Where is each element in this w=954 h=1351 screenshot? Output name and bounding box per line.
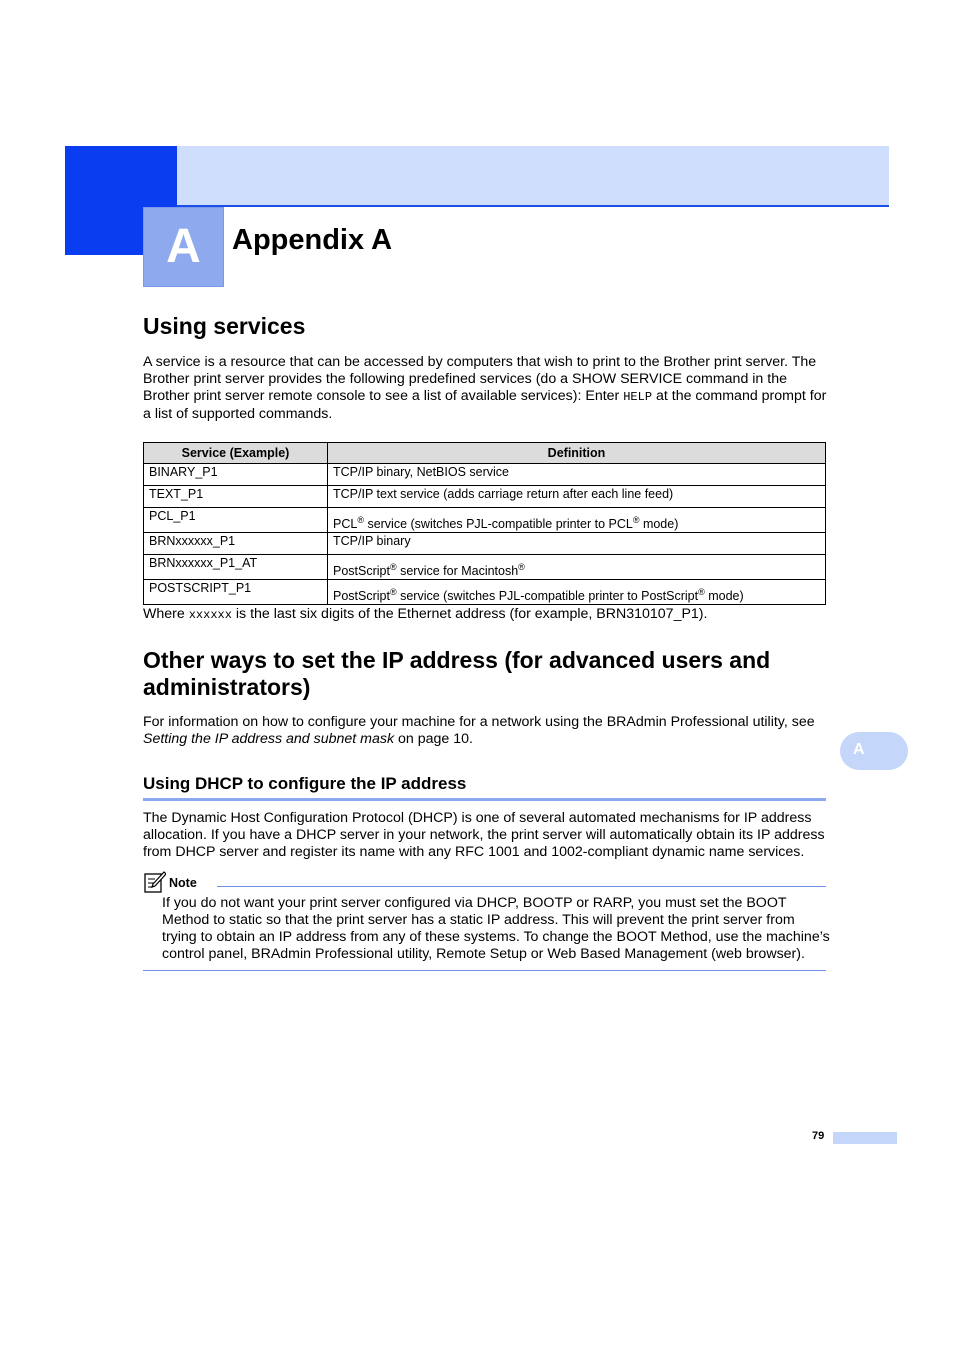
definition-cell xyxy=(328,580,826,605)
where-text-start: Where xyxy=(143,606,189,622)
table-row xyxy=(144,580,826,605)
definition-part: PostScript xyxy=(333,589,390,603)
cross-reference-link[interactable]: Setting the IP address and subnet mask xyxy=(143,731,395,747)
table-header-row xyxy=(144,443,826,464)
table-header-definition: Definition xyxy=(328,443,826,464)
chapter-header-rule xyxy=(177,205,889,207)
registered-mark: ® xyxy=(518,561,525,572)
help-command-code: HELP xyxy=(623,390,653,404)
dhcp-paragraph: The Dynamic Host Configuration Protocol (DHCP) is one of several automated mechanisms for IP address allocation. If you have a DHCP server in your network, the print server will automatically obtain its IP address from DHCP server and register its name with any RFC 1001 and 1002-compliant dynamic name services. xyxy=(143,810,825,860)
definition-part: mode) xyxy=(704,589,744,603)
service-cell: PCL_P1 xyxy=(144,508,328,533)
section-intro-paragraph xyxy=(143,354,833,423)
intro-text-start: A service is a resource that can be accessed by computers that wish to print to the Brother print server. The Brother print server provides the following predefined services (do a SHOW SERVICE command in the Brother print server remote console to see a list of available services): Enter xyxy=(143,354,817,404)
definition-part: service (switches PJL-compatible printer to PostScript xyxy=(396,589,699,603)
service-cell: BRNxxxxxx_P1 xyxy=(144,533,328,555)
table-row xyxy=(144,486,826,508)
note-label: Note xyxy=(169,876,197,890)
note-text: If you do not want your print server configured via DHCP, BOOTP or RARP, you must set the BOOT Method to static so that the print server has a static IP address. This will prevent the print server from trying to obtain an IP address from any of these systems. To change the BOOT Method, use the machine’s control panel, BRAdmin Professional utility, Remote Setup or Web Based Management (web browser). xyxy=(162,895,830,962)
definition-part: mode) xyxy=(639,517,679,531)
registered-mark: ® xyxy=(698,586,705,597)
page-number: 79 xyxy=(812,1130,825,1142)
section-heading-using-services: Using services xyxy=(143,313,306,339)
definition-part: PostScript xyxy=(333,564,390,578)
table-header-service: Service (Example) xyxy=(144,443,328,464)
registered-mark: ® xyxy=(632,514,640,525)
service-cell: POSTSCRIPT_P1 xyxy=(144,580,328,605)
section2-paragraph xyxy=(143,714,833,748)
definition-cell: TCP/IP binary xyxy=(328,533,826,555)
registered-mark: ® xyxy=(389,586,397,597)
intro-text-end: at the command prompt for a list of supported commands. xyxy=(143,388,827,422)
heading-line: Other ways to set the IP address (for advanced users and xyxy=(143,647,771,673)
section2-text-start: For information on how to configure your machine for a network using the BRAdmin Professional utility, see xyxy=(143,714,815,730)
chapter-title: Appendix A xyxy=(232,224,393,256)
where-text-end: is the last six digits of the Ethernet address (for example, BRN310107_P1). xyxy=(231,606,708,622)
page-number-bar xyxy=(833,1132,897,1144)
where-note-paragraph xyxy=(143,606,833,624)
definition-cell: TCP/IP binary, NetBIOS service xyxy=(328,464,826,486)
subsection-heading-dhcp: Using DHCP to configure the IP address xyxy=(143,774,467,793)
table-row xyxy=(144,555,826,580)
service-cell: BINARY_P1 xyxy=(144,464,328,486)
definition-cell: TCP/IP text service (adds carriage return after each line feed) xyxy=(328,486,826,508)
services-table xyxy=(143,442,826,605)
definition-part: service for Macintosh xyxy=(396,564,519,578)
placeholder-code: xxxxxx xyxy=(188,608,232,622)
note-pencil-icon xyxy=(144,871,166,893)
registered-mark: ® xyxy=(357,514,364,525)
note-top-rule xyxy=(217,886,826,887)
section2-text-end: on page 10. xyxy=(394,731,473,747)
chapter-header-band xyxy=(177,146,889,205)
definition-part: PCL xyxy=(333,517,358,531)
definition-cell xyxy=(328,555,826,580)
service-cell: TEXT_P1 xyxy=(144,486,328,508)
chapter-letter: A xyxy=(143,207,224,287)
table-row xyxy=(144,464,826,486)
registered-mark: ® xyxy=(389,561,397,572)
subsection-rule xyxy=(143,798,826,801)
section-heading-other-ways xyxy=(143,647,843,701)
heading-line: administrators) xyxy=(143,674,311,700)
table-row xyxy=(144,508,826,533)
definition-part: service (switches PJL-compatible printer to PCL xyxy=(363,517,633,531)
table-row xyxy=(144,533,826,555)
definition-cell xyxy=(328,508,826,533)
service-cell: BRNxxxxxx_P1_AT xyxy=(144,555,328,580)
note-bottom-rule xyxy=(143,970,826,971)
side-chapter-tab: A xyxy=(840,732,908,770)
